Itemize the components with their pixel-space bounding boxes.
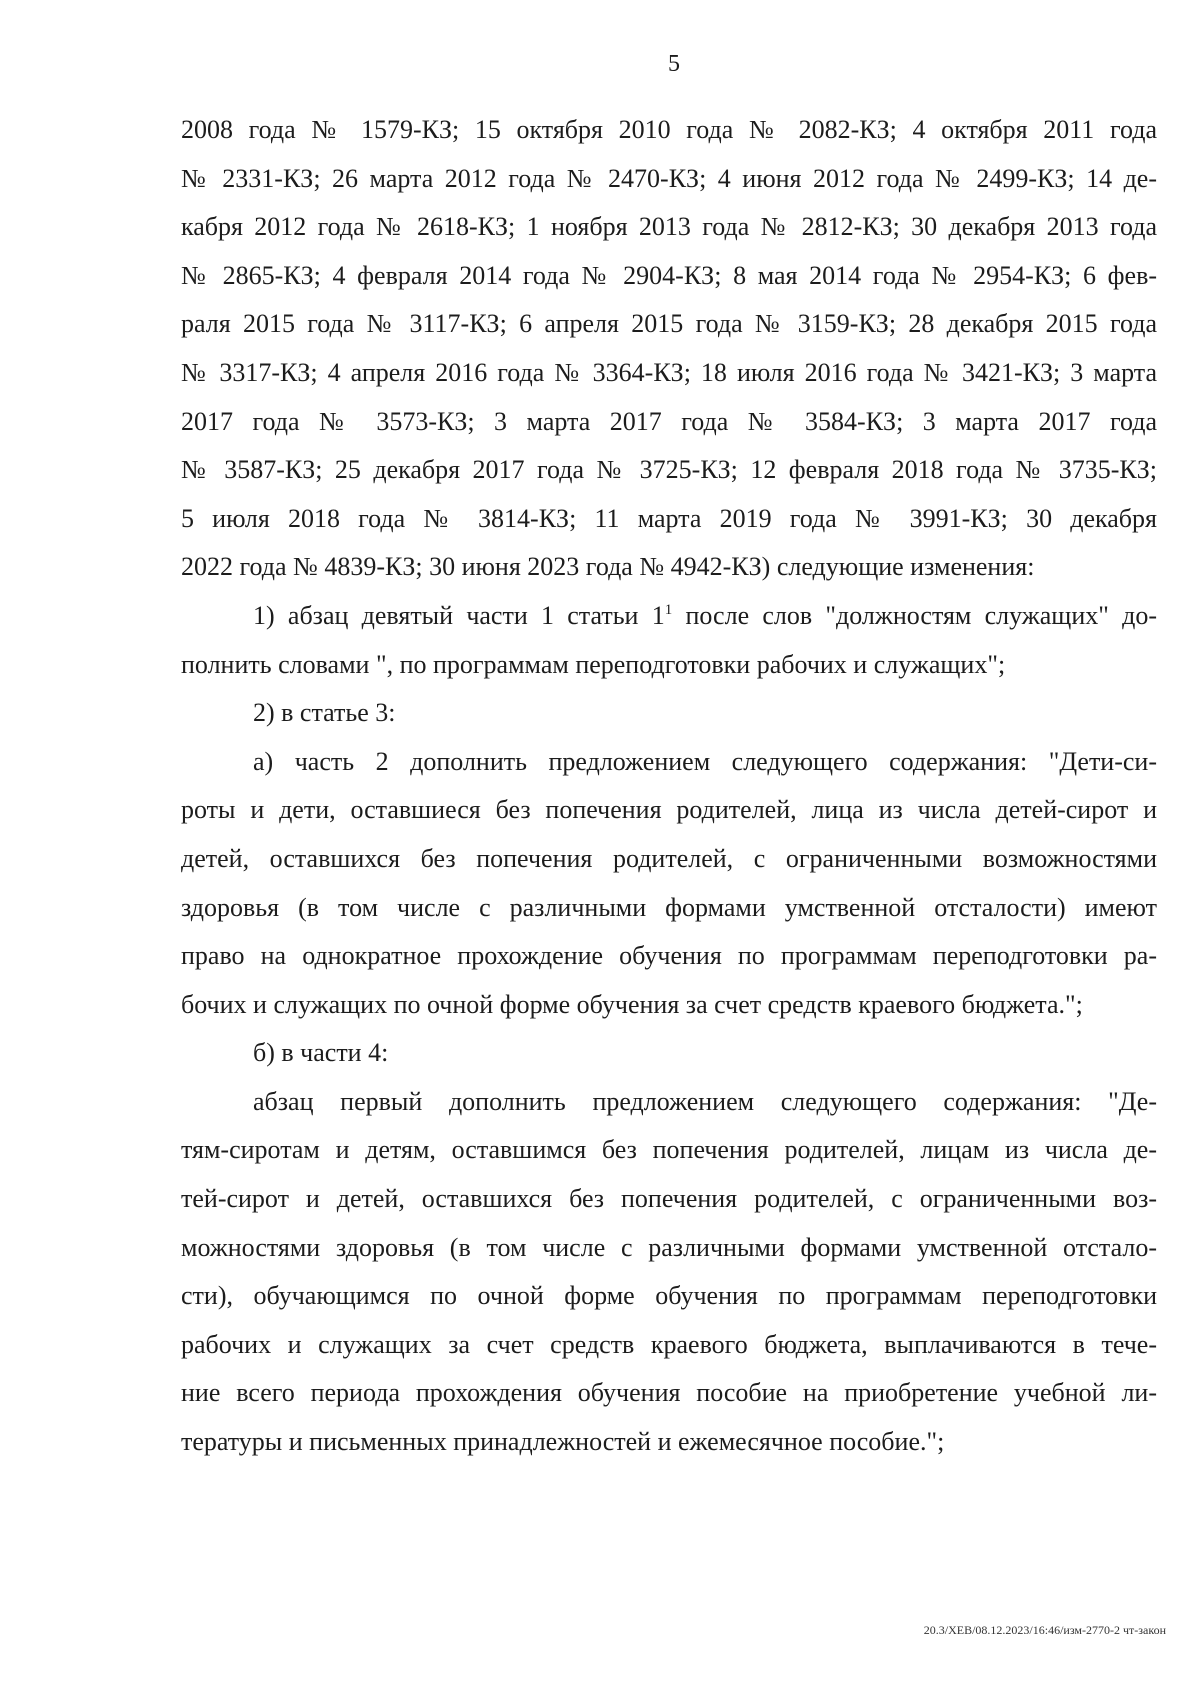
body-line: раля 2015 года № 3117-КЗ; 6 апреля 2015 года № 3159-КЗ; 28 декабря 2015 года — [181, 309, 1157, 339]
item-2-heading: 2) в статье 3: — [253, 698, 396, 728]
body-line: № 3587-КЗ; 25 декабря 2017 года № 3725-КЗ; 12 февраля 2018 года № 3735-КЗ; — [181, 455, 1157, 485]
item-2b-line: абзац первый дополнить предложением следующего содержания: "Де- — [253, 1086, 1157, 1116]
item-2b-line: рабочих и служащих за счет средств краевого бюджета, выплачиваются в тече- — [181, 1329, 1157, 1359]
article-superscript: 1 — [664, 601, 673, 618]
body-line: 2008 года № 1579-КЗ; 15 октября 2010 года № 2082-КЗ; 4 октября 2011 года — [181, 115, 1157, 144]
page-number: 5 — [668, 51, 680, 77]
item-2a-line: право на однократное прохождение обучения по программам переподготовки ра- — [181, 941, 1157, 971]
body-line: № 2331-КЗ; 26 марта 2012 года № 2470-КЗ; 4 июня 2012 года № 2499-КЗ; 14 де- — [181, 163, 1157, 193]
item-2a-line: здоровья (в том числе с различными формами умственной отсталости) имеют — [181, 892, 1157, 922]
document-footer-code: 20.3/ХЕВ/08.12.2023/16:46/изм-2770-2 чт-закон — [923, 1623, 1166, 1637]
body-line: 2022 года № 4839-КЗ; 30 июня 2023 года № 4942-КЗ) следующие изменения: — [181, 552, 1035, 582]
item-2b-line: ние всего периода прохождения обучения пособие на приобретение учебной ли- — [181, 1378, 1157, 1408]
item-1-text-after-superscript: после слов "должностям служащих" до- — [672, 600, 1157, 630]
item-2b-line: тературы и письменных принадлежностей и ежемесячное пособие."; — [181, 1427, 945, 1457]
item-1-text-before-superscript: 1) абзац девятый части 1 статьи 1 — [253, 600, 665, 630]
item-2a-line: а) часть 2 дополнить предложением следующего содержания: "Дети-си- — [253, 746, 1157, 776]
body-line: № 3317-КЗ; 4 апреля 2016 года № 3364-КЗ; 18 июля 2016 года № 3421-КЗ; 3 марта — [181, 357, 1157, 387]
item-1-line — [181, 592, 1157, 641]
document-body — [181, 106, 1157, 1467]
item-2a-line: роты и дети, оставшиеся без попечения родителей, лица из числа детей-сирот и — [181, 795, 1157, 825]
item-2b-heading: б) в части 4: — [253, 1038, 389, 1068]
item-1-line: полнить словами ", по программам переподготовки рабочих и служащих"; — [181, 649, 1006, 679]
body-line: кабря 2012 года № 2618-КЗ; 1 ноября 2013 года № 2812-КЗ; 30 декабря 2013 года — [181, 212, 1157, 242]
body-line: № 2865-КЗ; 4 февраля 2014 года № 2904-КЗ; 8 мая 2014 года № 2954-КЗ; 6 фев- — [181, 260, 1157, 290]
item-2b-line: сти), обучающимся по очной форме обучения по программам переподготовки — [181, 1281, 1157, 1311]
item-2b-line: тей-сирот и детей, оставшихся без попечения родителей, с ограниченными воз- — [181, 1184, 1157, 1214]
item-2b-line: можностями здоровья (в том числе с различными формами умственной отстало- — [181, 1232, 1157, 1262]
item-2b-line: тям-сиротам и детям, оставшимся без попечения родителей, лицам из числа де- — [181, 1135, 1157, 1165]
item-2a-line: бочих и служащих по очной форме обучения за счет средств краевого бюджета."; — [181, 989, 1083, 1019]
body-line: 5 июля 2018 года № 3814-КЗ; 11 марта 2019 года № 3991-КЗ; 30 декабря — [181, 503, 1157, 533]
body-line: 2017 года № 3573-КЗ; 3 марта 2017 года № 3584-КЗ; 3 марта 2017 года — [181, 406, 1157, 436]
item-2a-line: детей, оставшихся без попечения родителей, с ограниченными возможностями — [181, 843, 1157, 873]
